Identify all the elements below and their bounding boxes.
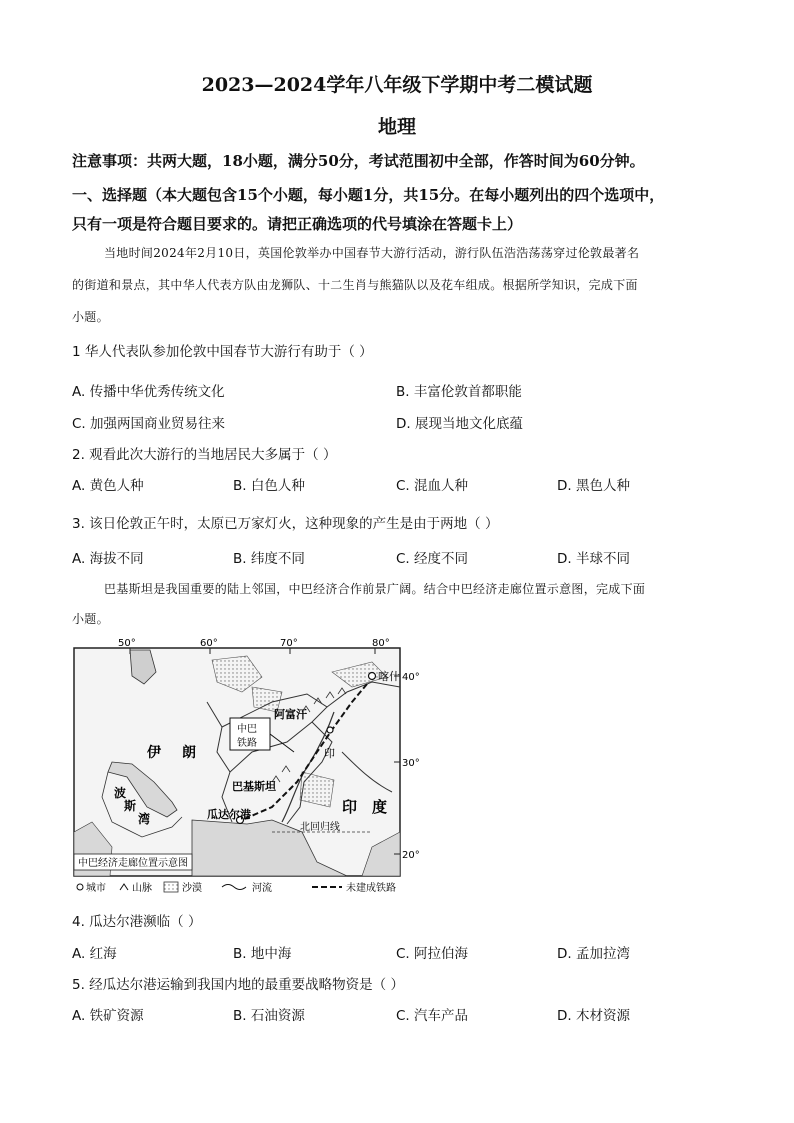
iran-label-2: 朗 <box>182 745 196 761</box>
question-5-option-b[interactable]: B. 石油资源 <box>233 1008 305 1024</box>
question-2-option-c[interactable]: C. 混血人种 <box>396 478 469 494</box>
question-1-option-a[interactable]: A. 传播中华优秀传统文化 <box>72 384 225 400</box>
railway-box-label-1: 中巴 <box>237 724 257 735</box>
notice-text: 注意事项：共两大题，18小题，满分50分，考试范围初中全部，作答时间为60分钟。 <box>72 152 645 170</box>
question-4-option-d[interactable]: D. 孟加拉湾 <box>557 946 630 962</box>
exam-subject: 地理 <box>377 116 416 138</box>
passage1-line2: 的街道和景点，其中华人代表方队由龙狮队、十二生肖与熊猫队以及花车组成。根据所学知识，完成下面 <box>72 278 638 292</box>
lon-label-50: 50° <box>118 638 136 649</box>
legend-city-icon <box>77 884 83 890</box>
india-label-2: 度 <box>372 798 388 816</box>
lon-label-70: 70° <box>280 638 298 649</box>
question-2-option-a[interactable]: A. 黄色人种 <box>72 478 144 494</box>
question-3-stem: 3. 该日伦敦正午时，太原已万家灯火，这种现象的产生是由于两地（ ） <box>72 516 499 532</box>
question-3-option-a[interactable]: A. 海拔不同 <box>72 551 144 567</box>
section1-heading-line1: 一、选择题（本大题包含15个小题，每小题1分，共15分。在每小题列出的四个选项中， <box>72 186 665 204</box>
passage2-line1: 巴基斯坦是我国重要的陆上邻国，中巴经济合作前景广阔。结合中巴经济走廊位置示意图，完成下面 <box>104 582 646 596</box>
legend-river-label: 河流 <box>252 883 272 894</box>
exam-title: 2023—2024学年八年级下学期中考二模试题 <box>201 74 593 96</box>
afghanistan-label: 阿富汗 <box>274 708 307 721</box>
passage1-line3: 小题。 <box>72 310 109 324</box>
lat-label-20: 20° <box>402 850 420 861</box>
legend-desert-label: 沙漠 <box>182 883 202 894</box>
question-1-stem: 1 华人代表队参加伦敦中国春节大游行有助于（ ） <box>72 344 373 360</box>
section1-heading-line2: 只有一项是符合题目要求的。请把正确选项的代号填涂在答题卡上） <box>72 215 523 233</box>
passage2-line2: 小题。 <box>72 612 109 626</box>
gulf-label-3: 湾 <box>138 812 151 826</box>
question-1-option-c[interactable]: C. 加强两国商业贸易往来 <box>72 416 226 432</box>
passage1-line1: 当地时间2024年2月10日，英国伦敦举办中国春节大游行活动，游行队伍浩浩荡荡穿过伦敦最著名 <box>104 246 640 260</box>
gwadar-label: 瓜达尔港 <box>207 808 251 821</box>
tropic-label: 北回归线 <box>300 822 340 833</box>
question-1-option-d[interactable]: D. 展现当地文化底蕴 <box>396 416 523 432</box>
lat-label-40: 40° <box>402 672 420 683</box>
islamabad-city-icon <box>327 727 333 733</box>
india-label-1: 印 <box>342 798 358 816</box>
legend-river-icon <box>222 885 246 890</box>
question-3-option-c[interactable]: C. 经度不同 <box>396 551 469 567</box>
legend-desert-icon <box>164 882 178 892</box>
question-4-option-a[interactable]: A. 红海 <box>72 946 117 962</box>
gulf-label-2: 斯 <box>124 799 137 813</box>
pakistan-label: 巴基斯坦 <box>232 780 276 793</box>
question-3-option-d[interactable]: D. 半球不同 <box>557 551 630 567</box>
lat-label-30: 30° <box>402 758 420 769</box>
question-2-option-d[interactable]: D. 黑色人种 <box>557 478 630 494</box>
legend-mountain-icon <box>120 884 128 890</box>
railway-box-label-2: 铁路 <box>237 738 257 749</box>
kashgar-label: 喀什 <box>378 670 400 683</box>
question-3-option-b[interactable]: B. 纬度不同 <box>233 551 305 567</box>
india-short-label: 印 <box>324 747 335 760</box>
question-2-stem: 2. 观看此次大游行的当地居民大多属于（ ） <box>72 447 337 463</box>
question-2-option-b[interactable]: B. 白色人种 <box>233 478 305 494</box>
lon-label-60: 60° <box>200 638 218 649</box>
question-4-option-b[interactable]: B. 地中海 <box>233 946 292 962</box>
gulf-label-1: 波 <box>114 786 127 800</box>
question-5-option-c[interactable]: C. 汽车产品 <box>396 1008 469 1024</box>
map-caption: 中巴经济走廊位置示意图 <box>78 858 188 869</box>
question-4-option-c[interactable]: C. 阿拉伯海 <box>396 946 469 962</box>
question-5-option-a[interactable]: A. 铁矿资源 <box>72 1008 144 1024</box>
question-1-option-b[interactable]: B. 丰富伦敦首都职能 <box>396 384 522 400</box>
lon-label-80: 80° <box>372 638 390 649</box>
legend-city-label: 城市 <box>86 883 106 894</box>
question-5-stem: 5. 经瓜达尔港运输到我国内地的最重要战略物资是（ ） <box>72 977 404 993</box>
question-4-stem: 4. 瓜达尔港濒临（ ） <box>72 914 202 930</box>
legend-mountain-label: 山脉 <box>132 883 152 894</box>
question-5-option-d[interactable]: D. 木材资源 <box>557 1008 630 1024</box>
iran-label-1: 伊 <box>147 745 161 761</box>
legend-railway-label: 未建成铁路 <box>346 883 396 894</box>
kashgar-city-icon <box>369 673 376 680</box>
cpec-location-map <box>72 632 420 898</box>
